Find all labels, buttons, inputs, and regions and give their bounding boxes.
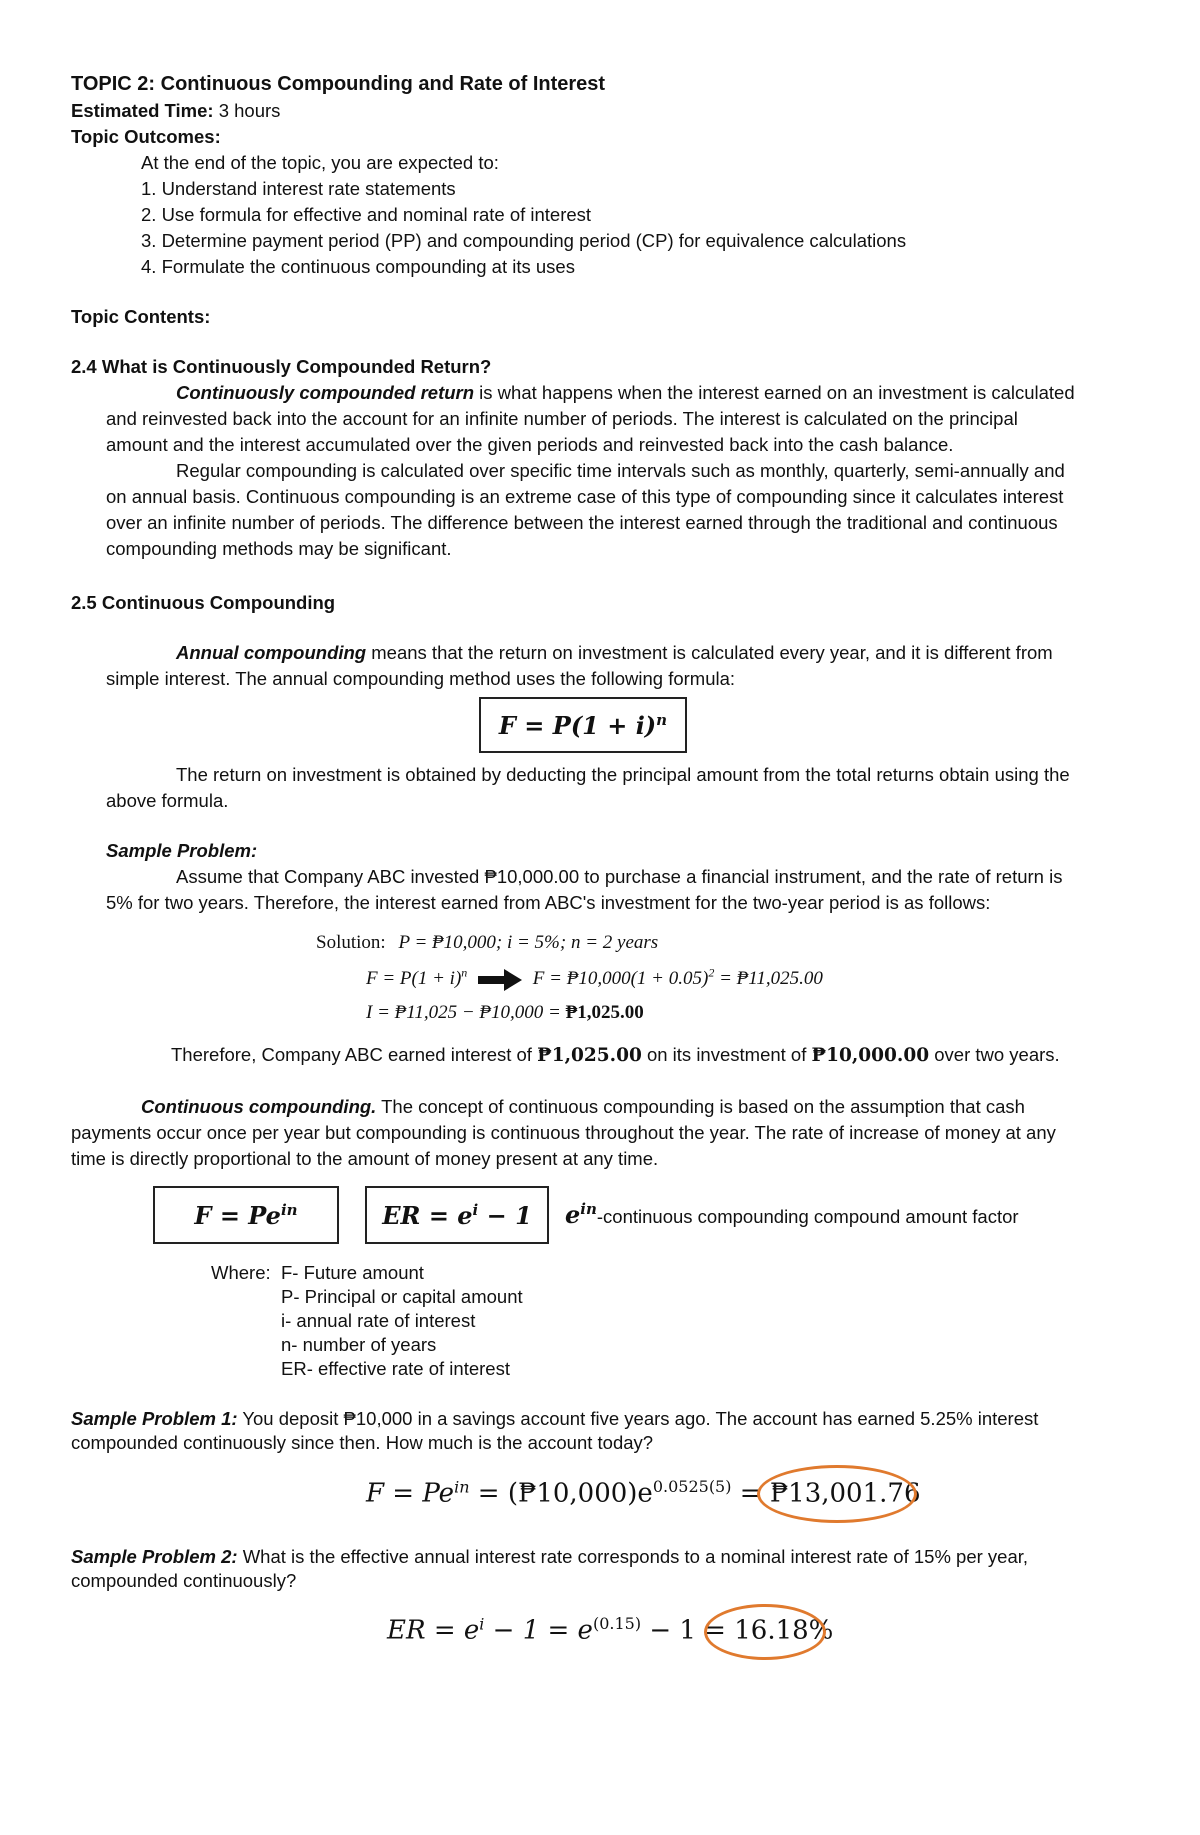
- outcome-item: 3. Determine payment period (PP) and compounding period (CP) for equivalence calculations: [141, 230, 907, 251]
- topic-title: TOPIC 2: Continuous Compounding and Rate of Interest: [71, 73, 606, 95]
- calc-result: = ₱11,025.00: [714, 968, 823, 990]
- sample-problem-label: Sample Problem:: [106, 840, 258, 861]
- eq-exponent: i: [479, 1614, 485, 1633]
- paragraph-line: The return on investment is obtained by deducting the principal amount from the total returns obtain using the: [176, 764, 1070, 785]
- where-item: i- annual rate of interest: [281, 1310, 476, 1331]
- interest-result: ₱1,025.00: [565, 1002, 644, 1023]
- paragraph-line: over an infinite number of periods. The difference between the interest earned through the traditional and continuous: [106, 512, 1058, 533]
- solution-conclusion: [171, 1044, 1060, 1067]
- answer-highlight-ring: [704, 1604, 826, 1660]
- problem-2-label: Sample Problem 2:: [71, 1546, 238, 1567]
- eq-part: =: [731, 1478, 770, 1509]
- text-span: What is the effective annual interest rate corresponds to a nominal interest rate of 15% per year,: [237, 1546, 1029, 1567]
- formula-tail: − 1: [478, 1200, 532, 1230]
- solution-vars: [316, 932, 658, 955]
- formula-base: ER = e: [382, 1200, 473, 1230]
- outcomes-intro: At the end of the topic, you are expected to:: [141, 152, 499, 173]
- text-span: means that the return on investment is calculated every year, and it is different from: [366, 642, 1053, 663]
- problem-1-text: [71, 1408, 1038, 1430]
- paragraph-line: Regular compounding is calculated over specific time intervals such as monthly, quarterly, semi-annually and: [176, 460, 1065, 481]
- eq-exponent: in: [454, 1477, 470, 1496]
- paragraph-line: compounded continuously?: [71, 1570, 297, 1591]
- paragraph-line: compounding methods may be significant.: [106, 538, 452, 559]
- estimated-time-label: Estimated Time:: [71, 100, 214, 121]
- problem-1-answer: ₱13,001.76: [769, 1478, 921, 1509]
- factor-base: e: [565, 1200, 581, 1229]
- calc-exponent: 2: [708, 966, 715, 980]
- formula-exponent: in: [280, 1200, 298, 1219]
- outcome-item: 2. Use formula for effective and nominal rate of interest: [141, 204, 592, 225]
- compound-amount-factor: [565, 1200, 1019, 1230]
- paragraph-line: on annual basis. Continuous compounding is an extreme case of this type of compounding since it calculates interest: [106, 486, 1064, 507]
- solution-variables: P = ₱10,000; i = 5%; n = 2 years: [398, 932, 659, 953]
- calc-base: F = ₱10,000(1 + 0.05): [532, 968, 709, 990]
- eq-part: ER = e: [387, 1615, 480, 1646]
- where-item: ER- effective rate of interest: [281, 1358, 510, 1379]
- text-span: Therefore, Company ABC earned interest of: [171, 1044, 538, 1065]
- where-item: P- Principal or capital amount: [281, 1286, 523, 1307]
- annual-formula-box: [479, 697, 687, 753]
- where-item: F- Future amount: [281, 1262, 424, 1283]
- paragraph-line: payments occur once per year but compounding is continuous throughout the year. The rate of increase of money at any: [71, 1122, 1056, 1143]
- section-25-heading: 2.5 Continuous Compounding: [71, 592, 336, 613]
- formula-exponent: i: [472, 1200, 479, 1219]
- where-item: n- number of years: [281, 1334, 437, 1355]
- outcome-item: 4. Formulate the continuous compounding at its uses: [141, 256, 575, 277]
- principal-amount: ₱10,000.00: [811, 1045, 930, 1066]
- estimated-time: [71, 100, 280, 122]
- formula-exponent: n: [656, 710, 668, 729]
- continuous-formula: [194, 1201, 297, 1230]
- section-25-p1: [176, 642, 1053, 664]
- paragraph-line: above formula.: [106, 790, 229, 811]
- paragraph-line: compounded continuously since then. How much is the account today?: [71, 1432, 654, 1453]
- right-arrow-icon: [478, 969, 522, 991]
- eq-part: F = Pe: [366, 1478, 455, 1509]
- text-span: You deposit ₱10,000 in a savings account five years ago. The account has earned 5.25% interest: [237, 1408, 1039, 1429]
- formula-exponent: n: [461, 966, 468, 980]
- solution-formula: [366, 968, 467, 989]
- paragraph-line: 5% for two years. Therefore, the interest earned from ABC's investment for the two-year period is as follows:: [106, 892, 991, 913]
- contents-label: Topic Contents:: [71, 306, 211, 327]
- eq-exponent: 0.0525(5): [652, 1477, 732, 1496]
- answer-highlight-ring: [757, 1465, 917, 1523]
- eq-part: = (₱10,000)e: [469, 1478, 653, 1509]
- outcome-item: 1. Understand interest rate statements: [141, 178, 456, 199]
- paragraph-line: time is directly proportional to the amount of money present at any time.: [71, 1148, 659, 1169]
- problem-1-label: Sample Problem 1:: [71, 1408, 238, 1429]
- term-continuous-compounding: Continuous compounding.: [141, 1096, 377, 1117]
- annual-formula: [499, 711, 667, 740]
- problem-2-answer: 16.18%: [734, 1615, 834, 1646]
- estimated-time-value: 3 hours: [218, 100, 281, 121]
- outcomes-label: Topic Outcomes:: [71, 126, 221, 147]
- section-24-p1: [176, 382, 1075, 404]
- paragraph-line: Assume that Company ABC invested ₱10,000.00 to purchase a financial instrument, and the rate of return is: [176, 866, 1063, 887]
- solution-interest-row: [366, 1002, 644, 1025]
- term-continuously-compounded-return: Continuously compounded return: [176, 382, 475, 403]
- solution-label: Solution:: [316, 932, 386, 953]
- text-span: on its investment of: [641, 1044, 812, 1065]
- paragraph-line: and reinvested back into the account for an infinite number of periods. The interest is calculated on the principal: [106, 408, 1018, 429]
- eq-exponent: (0.15): [592, 1614, 642, 1633]
- text-span: is what happens when the interest earned on an investment is calculated: [474, 382, 1075, 403]
- where-label: Where:: [211, 1262, 271, 1283]
- interest-amount: ₱1,025.00: [537, 1045, 642, 1066]
- term-annual-compounding: Annual compounding: [176, 642, 367, 663]
- eq-part: − 1 = e: [484, 1615, 593, 1646]
- continuous-formula-box: [153, 1186, 339, 1244]
- effective-rate-formula: [382, 1201, 532, 1230]
- factor-symbol: [565, 1200, 597, 1229]
- paragraph-line: simple interest. The annual compounding method uses the following formula:: [106, 668, 736, 689]
- paragraph-line: amount and the interest accumulated over the given periods and reinvested back into the cash balance.: [106, 434, 954, 455]
- formula-base: F = P(1 + i): [366, 968, 462, 990]
- problem-2-text: [71, 1546, 1028, 1568]
- interest-expression: I = ₱11,025 − ₱10,000 =: [366, 1002, 566, 1023]
- section-24-heading: 2.4 What is Continuously Compounded Return?: [71, 356, 492, 377]
- formula-base: F = P(1 + i): [498, 710, 657, 740]
- text-span: over two years.: [929, 1044, 1060, 1065]
- factor-exponent: in: [580, 1200, 597, 1218]
- continuous-p1: [141, 1096, 1025, 1118]
- eq-part: − 1 =: [641, 1615, 735, 1646]
- formula-base: F = Pe: [194, 1200, 281, 1230]
- text-span: The concept of continuous compounding is based on the assumption that cash: [376, 1096, 1025, 1117]
- factor-description: -continuous compounding compound amount factor: [596, 1206, 1019, 1227]
- solution-formula-row: [366, 966, 823, 991]
- effective-rate-formula-box: [365, 1186, 549, 1244]
- solution-calc: [533, 968, 823, 989]
